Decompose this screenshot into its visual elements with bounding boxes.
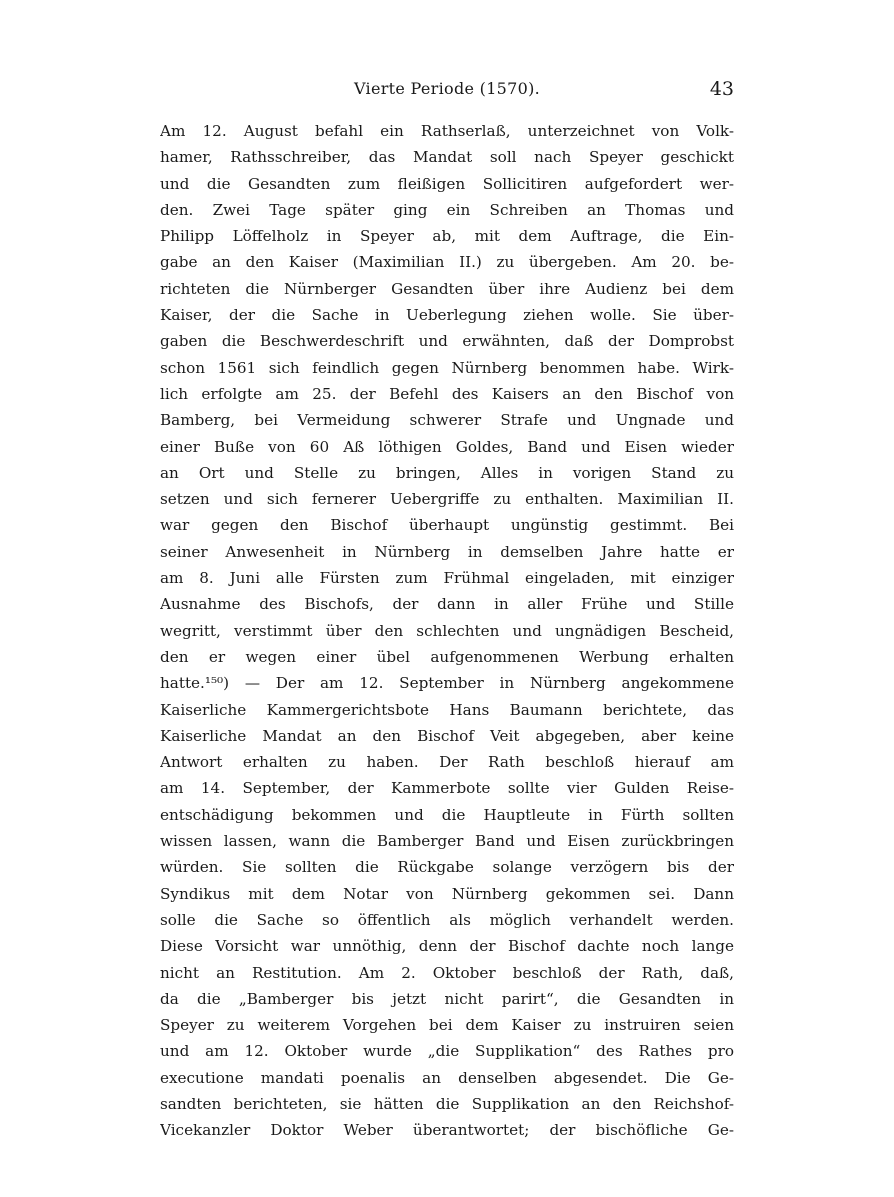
text-line: Bamberg, bei Vermeidung schwerer Strafe und Ungnade und bbox=[160, 411, 734, 430]
text-line: Vicekanzler Doktor Weber überantwortet; der bischöfliche Ge- bbox=[160, 1121, 734, 1140]
text-line: wegritt, verstimmt über den schlechten und ungnädigen Bescheid, bbox=[160, 621, 734, 640]
text-line: lich erfolgte am 25. der Befehl des Kaisers an den Bischof von bbox=[160, 384, 734, 403]
text-line: Syndikus mit dem Notar von Nürnberg gekommen sei. Dann bbox=[160, 884, 734, 903]
text-line: setzen und sich fernerer Uebergriffe zu enthalten. Maximilian II. bbox=[160, 490, 734, 509]
running-head bbox=[160, 74, 734, 104]
text-line: Kaiserliche Kammergerichtsbote Hans Baumann berichtete, das bbox=[160, 700, 734, 719]
text-line: am 8. Juni alle Fürsten zum Frühmal eingeladen, mit einziger bbox=[160, 569, 734, 588]
page-number: 43 bbox=[709, 78, 734, 100]
text-line: executione mandati poenalis an denselben abgesendet. Die Ge- bbox=[160, 1068, 734, 1087]
text-line: nicht an Restitution. Am 2. Oktober beschloß der Rath, daß, bbox=[160, 963, 734, 982]
text-line: den er wegen einer übel aufgenommenen Werbung erhalten bbox=[160, 647, 734, 666]
running-title: Vierte Periode (1570). bbox=[353, 79, 541, 98]
text-line: Speyer zu weiterem Vorgehen bei dem Kaiser zu instruiren seien bbox=[160, 1016, 734, 1035]
text-line: Diese Vorsicht war unnöthig, denn der Bischof dachte noch lange bbox=[160, 937, 734, 956]
text-line: Am 12. August befahl ein Rathserlaß, unterzeichnet von Volk- bbox=[160, 122, 734, 140]
text-line: hamer, Rathsschreiber, das Mandat soll nach Speyer geschickt bbox=[160, 148, 734, 167]
text-line: hatte.¹⁵⁰) — Der am 12. September in Nürnberg angekommene bbox=[160, 674, 734, 693]
text-line: gabe an den Kaiser (Maximilian II.) zu übergeben. Am 20. be- bbox=[160, 253, 734, 272]
text-line: und die Gesandten zum fleißigen Sollicitiren aufgefordert wer- bbox=[160, 174, 734, 193]
text-line: Kaiserliche Mandat an den Bischof Veit abgegeben, aber keine bbox=[160, 726, 734, 745]
text-line: Ausnahme des Bischofs, der dann in aller Frühe und Stille bbox=[160, 595, 734, 614]
text-line: Antwort erhalten zu haben. Der Rath beschloß hierauf am bbox=[160, 753, 734, 772]
text-line: da die „Bamberger bis jetzt nicht parirt“, die Gesandten in bbox=[160, 989, 734, 1008]
text-line: schon 1561 sich feindlich gegen Nürnberg benommen habe. Wirk- bbox=[160, 358, 734, 377]
text-line: am 14. September, der Kammerbote sollte vier Gulden Reise- bbox=[160, 779, 734, 798]
text-line: wissen lassen, wann die Bamberger Band und Eisen zurückbringen bbox=[160, 832, 734, 851]
text-line: Philipp Löffelholz in Speyer ab, mit dem Auftrage, die Ein- bbox=[160, 227, 734, 246]
text-line: und am 12. Oktober wurde „die Supplikation“ des Rathes pro bbox=[160, 1042, 734, 1061]
body-text bbox=[160, 118, 734, 1144]
text-line: an Ort und Stelle zu bringen, Alles in vorigen Stand zu bbox=[160, 463, 734, 482]
text-line: seiner Anwesenheit in Nürnberg in demselben Jahre hatte er bbox=[160, 542, 734, 561]
text-line: gaben die Beschwerdeschrift und erwähnten, daß der Domprobst bbox=[160, 332, 734, 351]
text-line: entschädigung bekommen und die Hauptleute in Fürth sollten bbox=[160, 805, 734, 824]
text-line: würden. Sie sollten die Rückgabe solange verzögern bis der bbox=[160, 858, 734, 877]
text-line: sandten berichteten, sie hätten die Supplikation an den Reichshof- bbox=[160, 1094, 734, 1113]
text-line: war gegen den Bischof überhaupt ungünstig gestimmt. Bei bbox=[160, 516, 734, 535]
text-line: Kaiser, der die Sache in Ueberlegung ziehen wolle. Sie über- bbox=[160, 306, 734, 325]
text-line: den. Zwei Tage später ging ein Schreiben an Thomas und bbox=[160, 200, 734, 219]
text-line: solle die Sache so öffentlich als möglich verhandelt werden. bbox=[160, 910, 734, 929]
text-line: einer Buße von 60 Aß löthigen Goldes, Band und Eisen wieder bbox=[160, 437, 734, 456]
text-line: richteten die Nürnberger Gesandten über ihre Audienz bei dem bbox=[160, 279, 734, 298]
